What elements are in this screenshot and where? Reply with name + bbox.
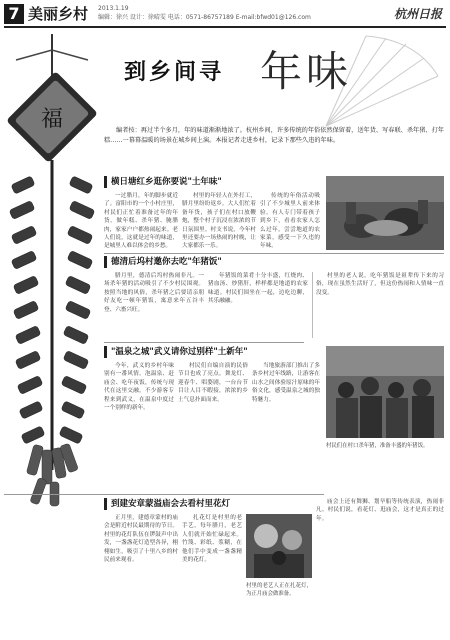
- section4-col1: 正月里，建德章蒙村的庙会是附近村民最期待的节日。村里的花灯队伍在锣鼓声中出发，一盏盏花灯造型各异，栩栩如生，吸引了十里八乡的村民前来观看。: [104, 515, 178, 564]
- section-divider-2: [104, 342, 304, 343]
- section3-col2: 村民们自编自演的民俗节目也成了亮点。舞龙灯、迎春牛、唱婺剧，一台台节目让人目不暇接，浓浓的乡土气息扑面而来。: [178, 363, 248, 403]
- newspaper-name: 杭州日报: [393, 7, 442, 21]
- photo-caption-2: 村里的老艺人正在扎花灯，为正月庙会做准备。: [246, 583, 312, 597]
- photo-caption-1: 村民们在村口杀年猪，准备丰盛的年猪饭。: [326, 443, 429, 449]
- banner-calligraphy: 年味: [260, 47, 353, 96]
- page-number: 7: [4, 4, 24, 24]
- page-header: [4, 4, 446, 24]
- section4-col2: 扎花灯是村里的老手艺，每年腊月，老艺人们就开始忙碌起来。竹篾、彩纸、浆糊，在他们手中变成一盏盏精美的花灯。: [182, 515, 242, 564]
- fu-character: 福: [40, 107, 64, 132]
- section3-col1: 今年，武义的乡村年味别有一番风情。泡温泉、赶庙会、吃年夜饭，传统与现代在这里交融。不少游客专程来到武义，在温泉中度过一个别样的新年。: [104, 363, 174, 412]
- section-title-1: 横日塘红乡逛你要说"土年味": [104, 176, 311, 188]
- section4-col3: 庙会上还有舞狮、划旱船等传统表演，热闹非凡。村民们说，看花灯、逛庙会，这才是真正的过年。: [316, 499, 444, 522]
- section-name: 美丽乡村: [28, 5, 89, 23]
- section-divider-3: [4, 494, 324, 495]
- header-meta: [98, 4, 338, 22]
- section-title-3: "温泉之城"武义请你过别样"土新年": [104, 346, 321, 358]
- photo-village-crowd: [326, 346, 444, 438]
- feature-banner: [4, 30, 446, 130]
- banner-title: 到乡间寻: [124, 60, 225, 85]
- editor-contact: 编辑：徐兴 设计：徐晴雯 电话：0571-86757189 E-mail:bfwd01@126.com: [98, 14, 311, 21]
- editor-note: 编者按：再过半个多月，年的味道渐渐地浓了。杭州乡间，许多传统的年俗依然保留着，送年货、写春联、杀年猪、打年糕……一幕幕温暖的场景在城乡间上演。本报记者走进乡村，记录下那些久违的年味。: [104, 127, 444, 144]
- section1-col2: 村里的年轻人在外打工，腊月里纷纷返乡。大人们忙着备年货，孩子们在村口放鞭炮，整个村子沉浸在浓浓的节日氛围里。村支书说，今年村里还要办一场热闹的村晚，让大家都乐一乐。: [182, 193, 256, 250]
- issue-date: 2013.1.19: [98, 5, 129, 12]
- photo-lantern-making: [246, 514, 312, 578]
- column-rule-2: [312, 272, 313, 338]
- section3-col3: 当地旅游部门推出了多条乡村过年线路，让游客在山水之间体验原汁原味的年俗文化，感受温泉之城的独特魅力。: [252, 363, 320, 403]
- section2-col2: 年猪饭的菜肴十分丰盛，红烧肉、猪血汤、炒猪肝，样样都是地道的农家味道。村民们围坐在一起，边吃边聊，其乐融融。: [208, 273, 308, 305]
- section2-col3: 村里的老人说，吃年猪饭是祖辈传下来的习俗，现在虽然生活好了，但这份热闹和人情味一直没变。: [316, 273, 444, 296]
- header-rule: [4, 26, 446, 28]
- section-title-2: 德清后坞村邀你去吃"年猪饭": [104, 256, 331, 268]
- photo-pig-slaughter: [326, 176, 444, 250]
- section1-col3: 传统的年俗活动吸引了不少城里人前来体验。有人专门带着孩子到乡下，看看农家人怎么过年，尝尝地道的农家菜，感受一下久违的年味。: [260, 193, 320, 250]
- section1-col1: 一过腊月，年的脚步就近了。富阳市的一个小村庄里，村民们正忙着准备过年的年货。做年糕、杀年猪、腌腊肉，家家户户都热闹起来。老人们说，这就是过年的味道，是城里人难以体会的乡愁。: [104, 193, 178, 250]
- section-title-4: 到建安章蒙溢庙会去看村里花灯: [104, 498, 331, 510]
- section-divider-1: [104, 253, 444, 254]
- section2-col1: 腊月里，德清后坞村热闹非凡。一场杀年猪的活动吸引了不少村民围观。按照当地的风俗，杀年猪之后要请亲朋好友吃一顿年猪饭，寓意来年五谷丰登、六畜兴旺。: [104, 273, 204, 313]
